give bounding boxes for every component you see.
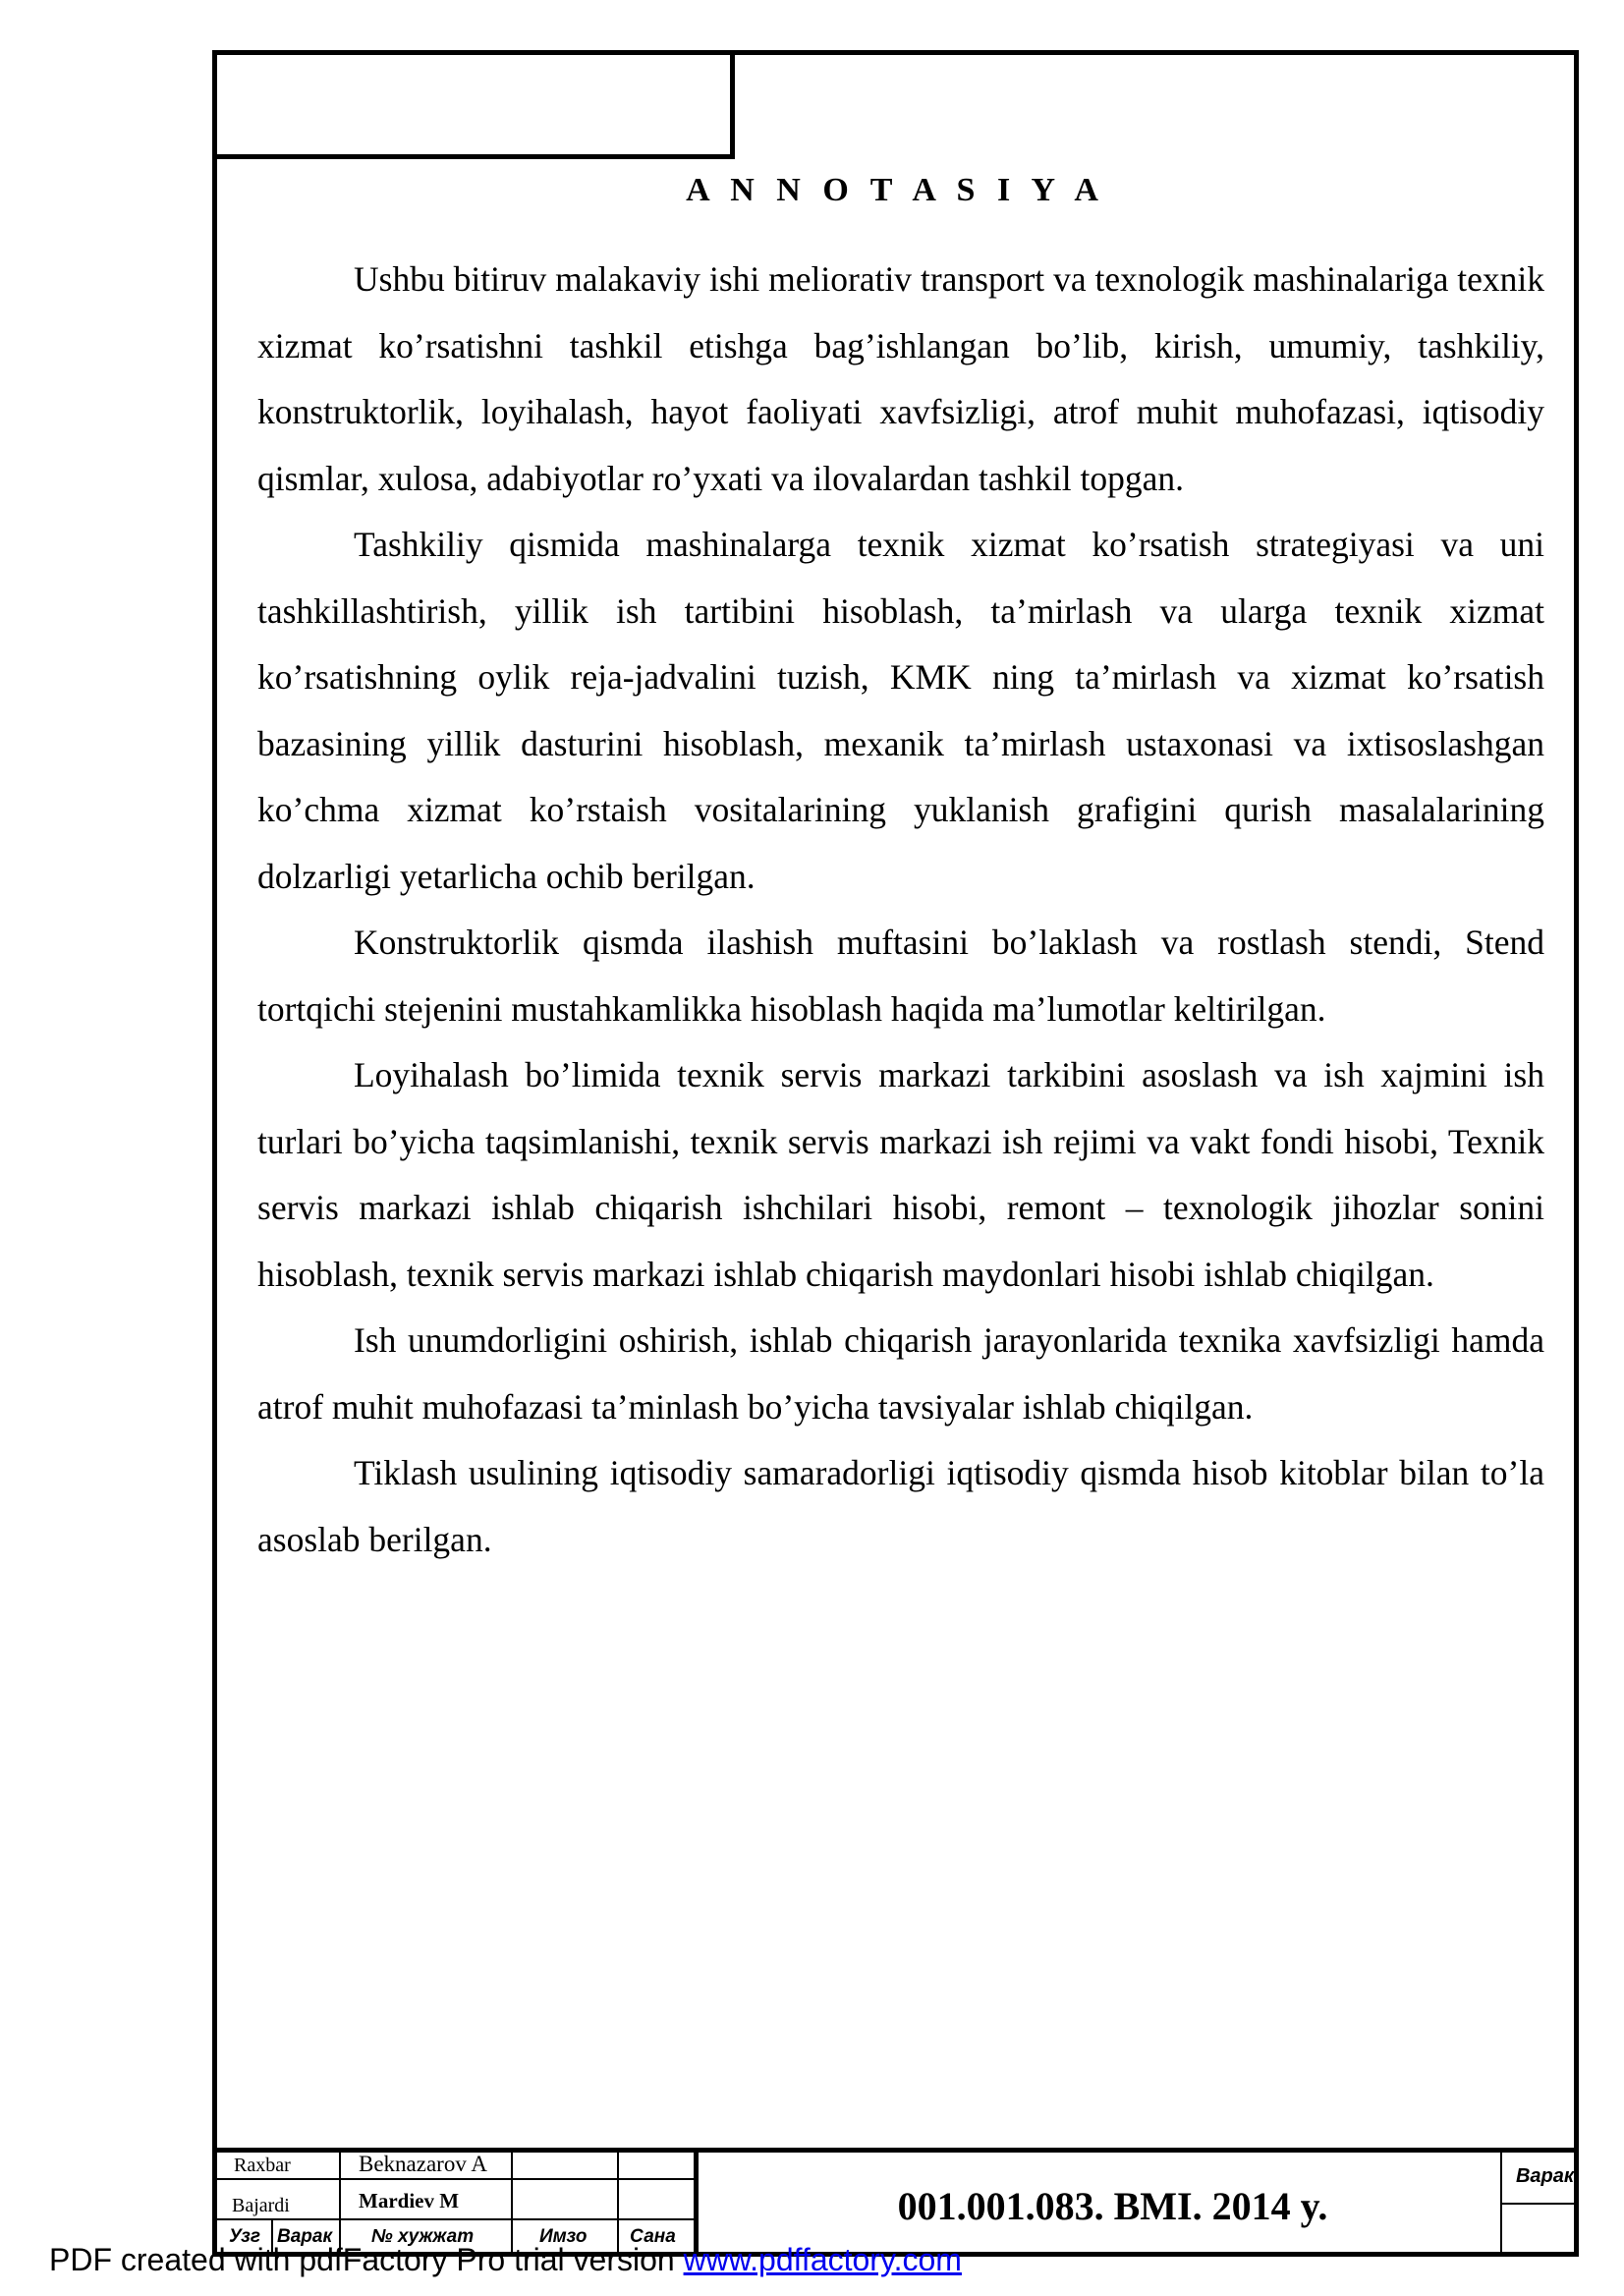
title-block-row-divider bbox=[214, 2178, 696, 2180]
paragraph: Tashkiliy qismida mashinalarga texnik xizmat ko’rsatish strategiyasi va uni tashkillashtirish, yillik ish tartibini hisoblash, ta’mirlash va ularga texnik xizmat ko’rsatishning oylik reja-jadvalini tuzish, KMK ning ta’mirlash va xizmat ko’rsatish bazasining yillik dasturini hisoblash, mexanik ta’mirlash ustaxonasi va ixtisoslashgan ko’chma xizmat ko’rstaish vositalarining yuklanish grafigini qurish masalalarining dolzarligi yetarlicha ochib berilgan. bbox=[257, 525, 1544, 896]
paragraph: Tiklash usulining iqtisodiy samaradorligi iqtisodiy qismda hisob kitoblar bilan to’la asoslab berilgan. bbox=[257, 1453, 1544, 1559]
title-block-col-divider bbox=[617, 2150, 619, 2256]
title-block-col-divider bbox=[511, 2150, 513, 2256]
rahbar-label: Raxbar bbox=[234, 2155, 291, 2176]
bajardi-name: Mardiev M bbox=[359, 2189, 460, 2212]
paragraph: Ish unumdorligini oshirish, ishlab chiqarish jarayonlarida texnika xavfsizligi hamda atrof muhit muhofazasi ta’minlash bo’yicha tavsiyalar ishlab chiqilgan. bbox=[257, 1320, 1544, 1427]
bajardi-label: Bajardi bbox=[232, 2195, 290, 2216]
rahbar-name: Beknazarov A bbox=[359, 2152, 487, 2176]
paragraph: Konstruktorlik qismda ilashish muftasini bo’laklash va rostlash stendi, Stend tortqichi stejenini mustahkamlikka hisoblash haqida ma’lumotlar keltirilgan. bbox=[257, 923, 1544, 1029]
column-sana: Сана bbox=[630, 2226, 676, 2247]
title-block-row-divider bbox=[214, 2218, 696, 2220]
corner-stamp-box bbox=[212, 50, 735, 159]
column-hujjat: № хужжат bbox=[371, 2226, 475, 2247]
paragraph: Ushbu bitiruv malakaviy ishi meliorativ transport va texnologik mashinalariga texnik xizmat ko’rsatishni tashkil etishga bag’ishlangan bo’lib, kirish, umumiy, tashkiliy, konstruktorlik, loyihalash, hayot faoliyati xavfsizligi, atrof muhit muhofazasi, iqtisodiy qismlar, xulosa, adabiyotlar ro’yxati va ilovalardan tashkil topgan. bbox=[257, 259, 1544, 498]
watermark-text: PDF created with pdfFactory Pro trial version bbox=[49, 2242, 684, 2277]
paragraph: Loyihalash bo’limida texnik servis markazi tarkibini asoslash va ish xajmini ish turlari bo’yicha taqsimlanishi, texnik servis markazi ish rejimi va vakt fondi hisobi, Texnik servis markazi ishlab chiqarish ishchilari hisobi, remont – texnologik jihozlar sonini hisoblash, texnik servis markazi ishlab chiqarish maydonlari hisobi ishlab chiqilgan. bbox=[257, 1055, 1544, 1294]
annotation-body bbox=[257, 247, 1544, 1573]
document-title: A N N O T A S I Y A bbox=[686, 172, 1105, 208]
document-code: 001.001.083. BMI. 2014 y. bbox=[897, 2184, 1328, 2228]
column-varak: Варак bbox=[277, 2226, 333, 2247]
pdffactory-link[interactable]: www.pdffactory.com bbox=[683, 2242, 962, 2277]
title-block-col-divider bbox=[339, 2150, 341, 2256]
column-uzg: Узг bbox=[229, 2226, 260, 2247]
sheet-label: Варак bbox=[1515, 2165, 1575, 2187]
pdf-watermark-note bbox=[49, 2242, 962, 2278]
column-imzo: Имзо bbox=[539, 2226, 588, 2247]
